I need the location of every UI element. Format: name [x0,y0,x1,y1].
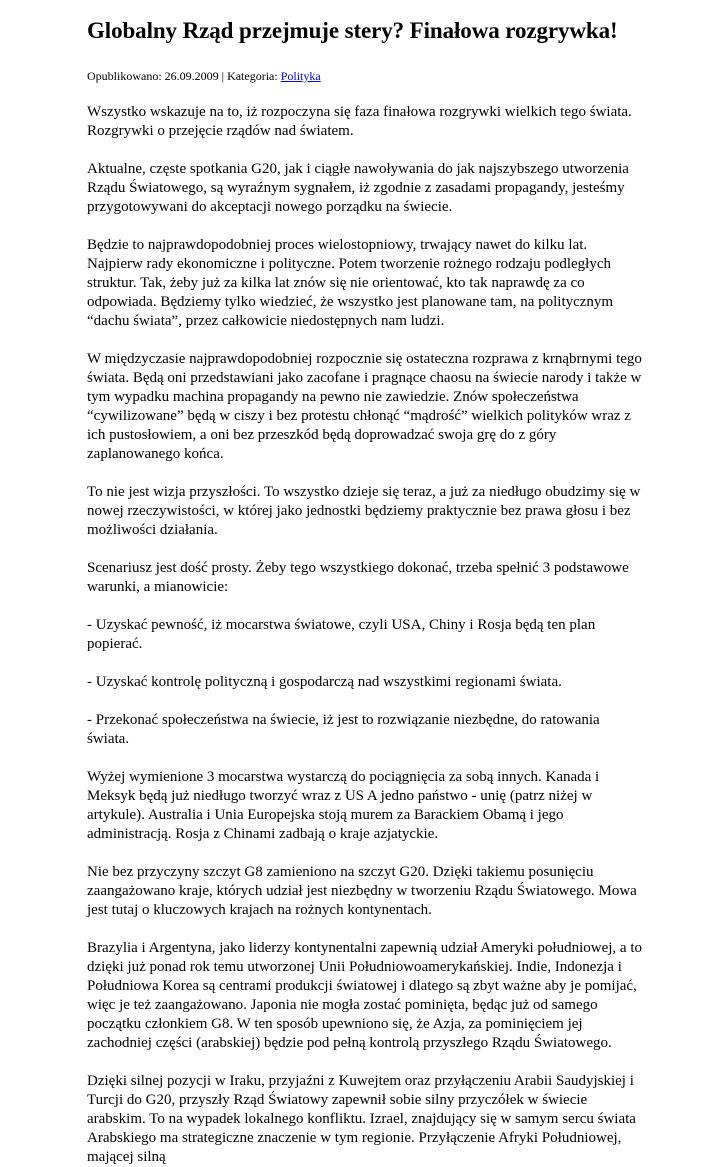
paragraph: Scenariusz jest dość prosty. Żeby tego wszystkiego dokonać, trzeba spełnić 3 podstawowe warunki, a mianowicie: [87,560,629,595]
paragraph: To nie jest wizja przyszłości. To wszystko dzieje się teraz, a już za niedługo obudzimy się w nowej rzeczywistości, w której jako jednostki będziemy praktycznie bez prawa głosu i bez możliwości działania. [87,484,641,538]
paragraph: Nie bez przyczyny szczyt G8 zamieniono na szczyt G20. Dzięki takiemu posunięciu zaangażowano kraje, których udział jest niezbędny w tworzeniu Rządu Światowego. Mowa jest tutaj o kluczowych krajach na rożnych kontynentach. [87,864,637,918]
list-item: - Przekonać społeczeństwa na świecie, iż jest to rozwiązanie niezbędne, do ratowania świata. [87,712,600,747]
paragraph: W międzyczasie najprawdopodobniej rozpocznie się ostateczna rozprawa z krnąbrnymi tego świata. Będą oni przedstawiani jako zacofane i pragnące chaosu na świecie narody i także w tym wypadku machina propagandy na pewno nie zawiedzie. Znów społeczeństwa “cywilizowane” będą w ciszy i bez protestu chłonąć “mądrość” wielkich polityków wraz z ich pustosłowiem, a oni bez przeszkód będą doprowadzać swoja grę do z góry zaplanowanego końca. [87,351,642,462]
paragraph: Dzięki silnej pozycji w Iraku, przyjaźni z Kuwejtem oraz przyłączeniu Arabii Saudyjskiej i Turcji do G20, przyszły Rząd Światowy zapewnił sobie silny przyczółek w świecie arabskim. To na wypadek lokalnego konfliktu. Izrael, znajdujący się w samym sercu świata Arabskiego ma strategiczne znaczenie w tym regionie. Przyłączenie Afryki Południowej, mającej silną [87,1073,636,1165]
paragraph: Wszystko wskazuje na to, iż rozpoczyna się faza finałowa rozgrywki wielkich tego świata. Rozgrywki o przejęcie rządów nad światem. [87,104,632,139]
article-title: Globalny Rząd przejmuje stery? Finałowa rozgrywka! [87,18,618,43]
paragraph: Aktualne, częste spotkania G20, jak i ciągłe nawoływania do jak najszybszego utworzenia Rządu Światowego, są wyraźnym sygnałem, iż zgodnie z zasadami propagandy, jesteśmy przygotowywani do akceptacji nowego porządku na świecie. [87,161,629,215]
paragraph: Będzie to najprawdopodobniej proces wielostopniowy, trwający nawet do kilku lat. Najpierw rady ekonomiczne i polityczne. Potem tworzenie rożnego rodzaju podległych struktur. Tak, żeby już za kilka lat znów się nie orientować, kto tak naprawdę za co odpowiada. Będziemy tylko wiedzieć, że wszystko jest planowane tam, na politycznym “dachu świata”, przez całkowicie niedostępnych nam ludzi. [87,237,614,329]
paragraph: Brazylia i Argentyna, jako liderzy kontynentalni zapewnią udział Ameryki południowej, a to dzięki już ponad rok temu utworzonej Unii Południowoamerykańskiej. Indie, Indonezja i Południowa Korea są centrami produkcji światowej i dlatego są zbyt ważne aby je pomijać, więc je też zaangażowano. Japonia nie mogła zostać pominięta, będąc już od samego początku członkiem G8. W ten sposób upewniono się, że Azja, za pominięciem jej zachodniej części (arabskiej) będzie pod pełną kontrolą przyszłego Rządu Światowego. [87,940,642,1051]
article-meta [87,68,643,84]
published-text: Opublikowano: 26.09.2009 | Kategoria: [87,69,281,83]
list-item: - Uzyskać kontrolę polityczną i gospodarczą nad wszystkimi regionami świata. [87,674,562,690]
category-link[interactable]: Polityka [280,69,321,83]
list-item: - Uzyskać pewność, iż mocarstwa światowe, czyli USA, Chiny i Rosja będą ten plan popierać. [87,617,596,652]
paragraph: Wyżej wymienione 3 mocarstwa wystarczą do pociągnięcia za sobą innych. Kanada i Meksyk będą już niedługo tworzyć wraz z US A jedno państwo - unię (patrz niżej w artykule). Australia i Unia Europejska stoją murem za Barackiem Obamą i jego administracją. Rosja z Chinami zadbają o kraje azjatyckie. [87,769,600,842]
